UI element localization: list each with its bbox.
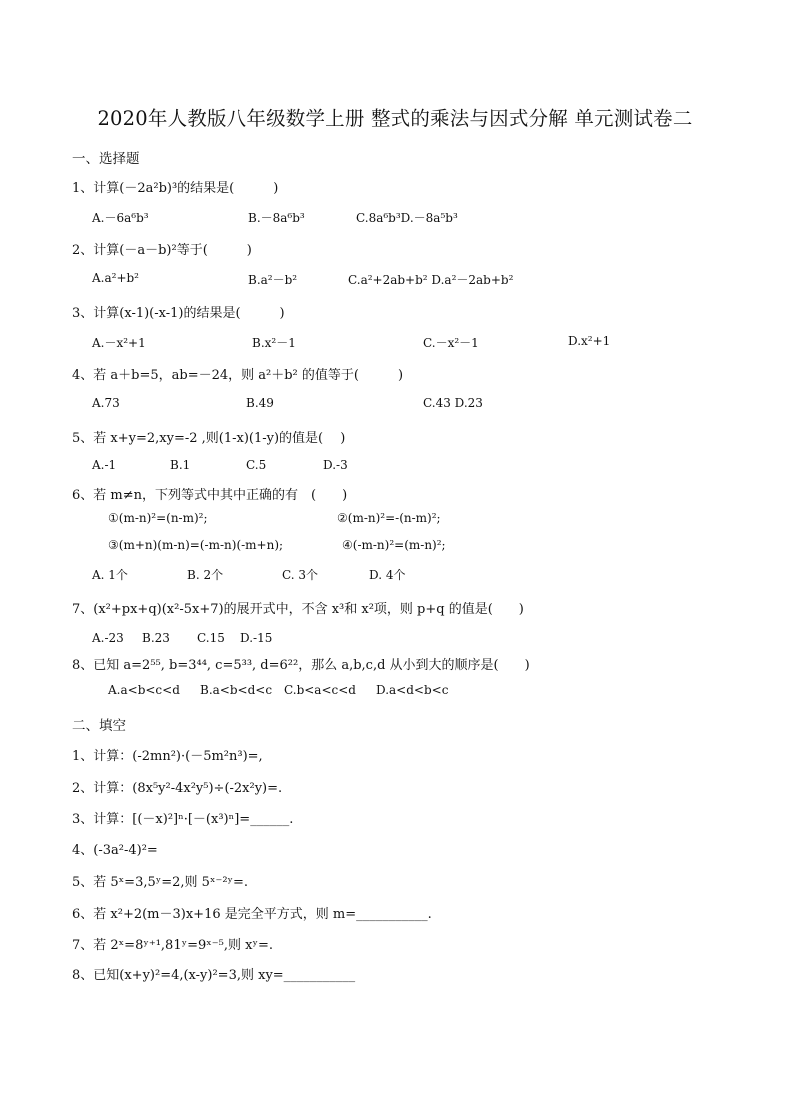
section-heading-choice: 一、选择题 <box>72 151 140 167</box>
question-6-option-d: D. 4个 <box>369 568 406 582</box>
question-4-option-a: A.73 <box>92 396 120 410</box>
question-7-option-b: B.23 <box>142 631 170 645</box>
question-6-option-a: A. 1个 <box>92 568 128 582</box>
question-8-option-a: A.a<b<c<d <box>108 683 180 697</box>
document-title: 2020年人教版八年级数学上册 整式的乘法与因式分解 单元测试卷二 <box>97 107 693 130</box>
question-5-option-a: A.-1 <box>92 458 117 472</box>
fill-item-5: 5、若 5ˣ=3,5ʸ=2,则 5ˣ⁻²ʸ=. <box>72 875 249 890</box>
question-5-option-b: B.1 <box>170 458 191 472</box>
question-3-option-a: A.－x²+1 <box>92 336 146 350</box>
fill-item-6: 6、若 x²+2(m－3)x+16 是完全平方式，则 m=___________. <box>72 907 432 922</box>
question-1-option-cd: C.8a⁶b³D.－8a⁵b³ <box>356 211 458 225</box>
fill-item-3: 3、计算：[(－x)²]ⁿ·[－(x³)ⁿ]=______. <box>72 812 294 827</box>
question-4-option-cd: C.43 D.23 <box>423 396 483 410</box>
question-4-stem: 4、若 a＋b=5，ab=－24，则 a²＋b² 的值等于( ) <box>72 368 404 383</box>
section-heading-fill-in: 二、填空 <box>72 718 126 734</box>
question-7-option-d: D.-15 <box>240 631 273 645</box>
question-3-stem: 3、计算(x-1)(-x-1)的结果是( ) <box>72 306 285 321</box>
question-4-option-b: B.49 <box>246 396 274 410</box>
question-2-option-a: A.a²+b² <box>92 271 139 285</box>
question-6-option-c: C. 3个 <box>282 568 319 582</box>
question-7-option-c: C.15 <box>197 631 225 645</box>
question-1-option-b: B.－8a⁶b³ <box>248 211 305 225</box>
question-1-option-a: A.－6a⁶b³ <box>92 211 149 225</box>
question-7-stem: 7、(x²+px+q)(x²-5x+7)的展开式中，不含 x³和 x²项，则 p+q 的值是( ) <box>72 602 524 617</box>
fill-item-4: 4、(-3a²-4)²= <box>72 843 158 858</box>
question-6-stem: 6、若 m≠n，下列等式中其中正确的有 ( ) <box>72 488 348 503</box>
question-3-option-d: D.x²+1 <box>568 334 611 348</box>
fill-item-7: 7、若 2ˣ=8ʸ⁺¹,81ʸ=9ˣ⁻⁵,则 xʸ=. <box>72 938 273 953</box>
question-3-option-b: B.x²－1 <box>252 336 296 350</box>
question-8-option-c: C.b<a<c<d <box>284 683 356 697</box>
question-7-option-a: A.-23 <box>92 631 124 645</box>
question-6-statement-3: ③(m+n)(m-n)=(-m-n)(-m+n); <box>108 538 284 552</box>
question-6-statement-2: ②(m-n)²=-(n-m)²; <box>337 511 441 525</box>
question-8-stem: 8、已知 a=2⁵⁵, b=3⁴⁴, c=5³³, d=6²²，那么 a,b,c,d 从小到大的顺序是( ) <box>72 658 530 673</box>
question-6-statement-1: ①(m-n)²=(n-m)²; <box>108 511 208 525</box>
question-8-option-d: D.a<d<b<c <box>376 683 449 697</box>
question-6-option-b: B. 2个 <box>187 568 224 582</box>
question-1-stem: 1、计算(－2a²b)³的结果是( ) <box>72 181 279 196</box>
fill-item-1: 1、计算：(-2mn²)·(－5m²n³)=, <box>72 749 263 764</box>
question-2-option-cd: C.a²+2ab+b² D.a²－2ab+b² <box>348 273 514 287</box>
question-5-option-d: D.-3 <box>323 458 348 472</box>
question-8-option-b: B.a<b<d<c <box>200 683 273 697</box>
fill-item-8: 8、已知(x+y)²=4,(x-y)²=3,则 xy=___________ <box>72 968 356 983</box>
fill-item-2: 2、计算：(8x⁵y²-4x²y⁵)÷(-2x²y)=. <box>72 781 283 796</box>
question-5-option-c: C.5 <box>246 458 267 472</box>
question-2-stem: 2、计算(－a－b)²等于( ) <box>72 243 252 258</box>
question-5-stem: 5、若 x+y=2,xy=-2 ,则(1-x)(1-y)的值是( ) <box>72 431 346 446</box>
question-6-statement-4: ④(-m-n)²=(m-n)²; <box>342 538 446 552</box>
question-3-option-c: C.－x²－1 <box>423 336 479 350</box>
question-2-option-b: B.a²－b² <box>248 273 298 287</box>
